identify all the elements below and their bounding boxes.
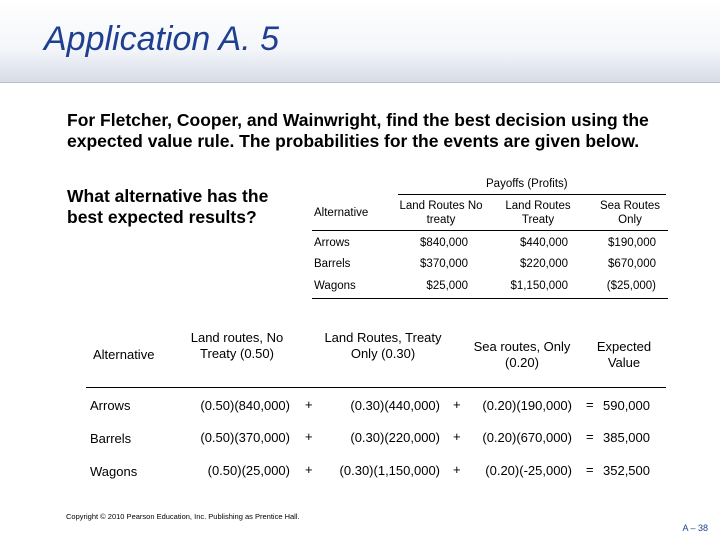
- plus-sign: +: [305, 462, 313, 477]
- expected-value: 385,000: [603, 430, 650, 445]
- question-text: What alternative has the best expected results?: [67, 186, 269, 227]
- ev-term: (0.50)(25,000): [207, 463, 290, 478]
- payoff-cell: $840,000: [420, 237, 468, 249]
- payoff-table-rule: [398, 194, 666, 195]
- ev-header-expected-value: Expected Value: [596, 339, 652, 370]
- expected-value: 590,000: [603, 398, 650, 413]
- slide-title: Application A. 5: [44, 20, 279, 58]
- payoff-row-alternative: Barrels: [314, 258, 351, 270]
- payoff-cell: $190,000: [608, 237, 656, 249]
- payoff-header-alternative: Alternative: [314, 207, 369, 219]
- payoff-header-rule: [312, 230, 668, 231]
- payoff-header-sea-only: Sea Routes Only: [599, 200, 661, 226]
- ev-term: (0.20)(-25,000): [485, 463, 572, 478]
- payoff-cell: $1,150,000: [510, 280, 568, 292]
- payoff-bottom-rule: [312, 298, 668, 299]
- payoff-cell: $220,000: [520, 258, 568, 270]
- equals-sign: =: [586, 429, 594, 444]
- intro-text: For Fletcher, Cooper, and Wainwright, find the best decision using the expected value rule. The probabilities for the events are given below.: [67, 110, 649, 151]
- ev-term: (0.20)(190,000): [482, 398, 572, 413]
- ev-header-alternative: Alternative: [93, 347, 155, 362]
- ev-header-land-treaty: Land Routes, Treaty Only (0.30): [324, 330, 442, 361]
- payoff-table-heading: Payoffs (Profits): [486, 178, 568, 190]
- payoff-cell: $370,000: [420, 258, 468, 270]
- payoff-row-alternative: Arrows: [314, 237, 350, 249]
- equals-sign: =: [586, 397, 594, 412]
- plus-sign: +: [305, 429, 313, 444]
- copyright-notice: Copyright © 2010 Pearson Education, Inc. Publishing as Prentice Hall.: [66, 512, 300, 521]
- ev-header-sea-only: Sea routes, Only (0.20): [473, 339, 571, 370]
- payoff-row-alternative: Wagons: [314, 280, 356, 292]
- ev-term: (0.30)(1,150,000): [339, 463, 440, 478]
- plus-sign: +: [453, 462, 461, 477]
- ev-row-alternative: Arrows: [90, 398, 131, 413]
- ev-row-alternative: Wagons: [90, 464, 138, 479]
- ev-header-rule: [86, 387, 666, 388]
- ev-term: (0.30)(220,000): [350, 430, 440, 445]
- ev-row-alternative: Barrels: [90, 431, 132, 446]
- payoff-header-land-no-treaty: Land Routes No treaty: [399, 200, 483, 226]
- ev-term: (0.50)(840,000): [200, 398, 290, 413]
- plus-sign: +: [305, 397, 313, 412]
- ev-term: (0.20)(670,000): [482, 430, 572, 445]
- payoff-cell: $440,000: [520, 237, 568, 249]
- ev-term: (0.30)(440,000): [350, 398, 440, 413]
- ev-header-land-no-treaty: Land routes, No Treaty (0.50): [190, 330, 284, 361]
- ev-term: (0.50)(370,000): [200, 430, 290, 445]
- payoff-cell: ($25,000): [606, 280, 656, 292]
- payoff-cell: $25,000: [426, 280, 468, 292]
- payoff-cell: $670,000: [608, 258, 656, 270]
- page-number: A – 38: [682, 523, 708, 533]
- plus-sign: +: [453, 397, 461, 412]
- plus-sign: +: [453, 429, 461, 444]
- expected-value: 352,500: [603, 463, 650, 478]
- payoff-header-land-treaty: Land Routes Treaty: [505, 200, 571, 226]
- equals-sign: =: [586, 462, 594, 477]
